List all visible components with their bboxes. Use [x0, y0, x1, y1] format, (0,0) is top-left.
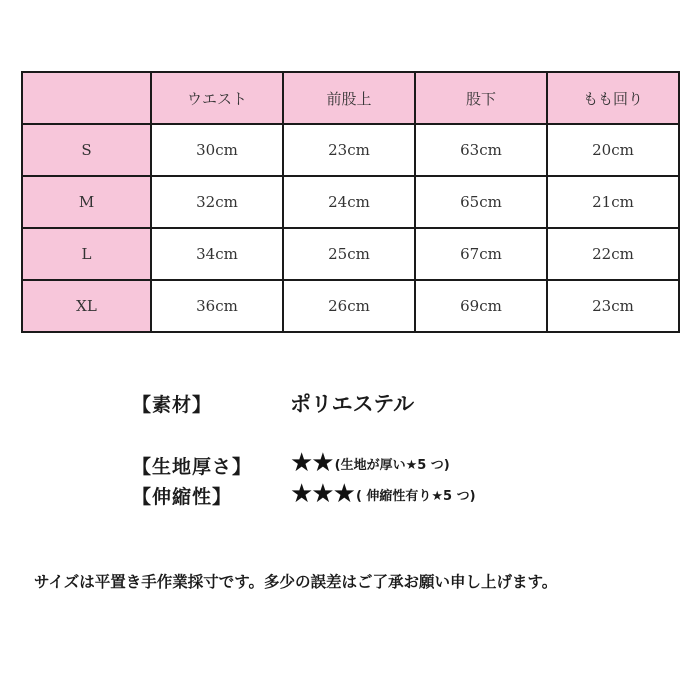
table-cell: 25cm [283, 228, 415, 280]
table-cell: 34cm [151, 228, 283, 280]
table-cell: 69cm [415, 280, 547, 332]
table-cell: 22cm [547, 228, 679, 280]
table-cell: 23cm [283, 124, 415, 176]
thickness-rating [290, 450, 450, 476]
stretch-label: 【伸縮性】 [132, 486, 233, 508]
material-value: ポリエステル [290, 392, 415, 416]
table-header-row [22, 72, 679, 124]
table-cell: 26cm [283, 280, 415, 332]
table-cell: 67cm [415, 228, 547, 280]
table-row [22, 228, 679, 280]
size-label: M [22, 176, 151, 228]
stretch-stars: ★★★ [290, 479, 354, 509]
measurement-disclaimer: サイズは平置き手作業採寸です。多少の誤差はご了承お願い申し上げます。 [34, 573, 558, 591]
thickness-label: 【生地厚さ】 [132, 456, 253, 478]
table-row [22, 176, 679, 228]
table-cell: 32cm [151, 176, 283, 228]
table-cell: 23cm [547, 280, 679, 332]
thickness-stars: ★★ [290, 448, 333, 478]
table-cell: 36cm [151, 280, 283, 332]
table-cell: 30cm [151, 124, 283, 176]
size-table [21, 71, 680, 333]
size-label: XL [22, 280, 151, 332]
header-front-rise: 前股上 [283, 72, 415, 124]
table-row [22, 280, 679, 332]
table-cell: 20cm [547, 124, 679, 176]
header-inseam: 股下 [415, 72, 547, 124]
stretch-rating [290, 481, 476, 507]
stretch-note: ( 伸縮性有り★5 つ) [355, 488, 476, 504]
table-cell: 63cm [415, 124, 547, 176]
thickness-note: (生地が厚い★5 つ) [334, 457, 450, 473]
header-thigh: もも回り [547, 72, 679, 124]
table-cell: 21cm [547, 176, 679, 228]
table-corner-cell [22, 72, 151, 124]
table-cell: 65cm [415, 176, 547, 228]
table-cell: 24cm [283, 176, 415, 228]
size-label: S [22, 124, 151, 176]
table-row [22, 124, 679, 176]
header-waist: ウエスト [151, 72, 283, 124]
material-label: 【素材】 [132, 394, 213, 416]
size-label: L [22, 228, 151, 280]
